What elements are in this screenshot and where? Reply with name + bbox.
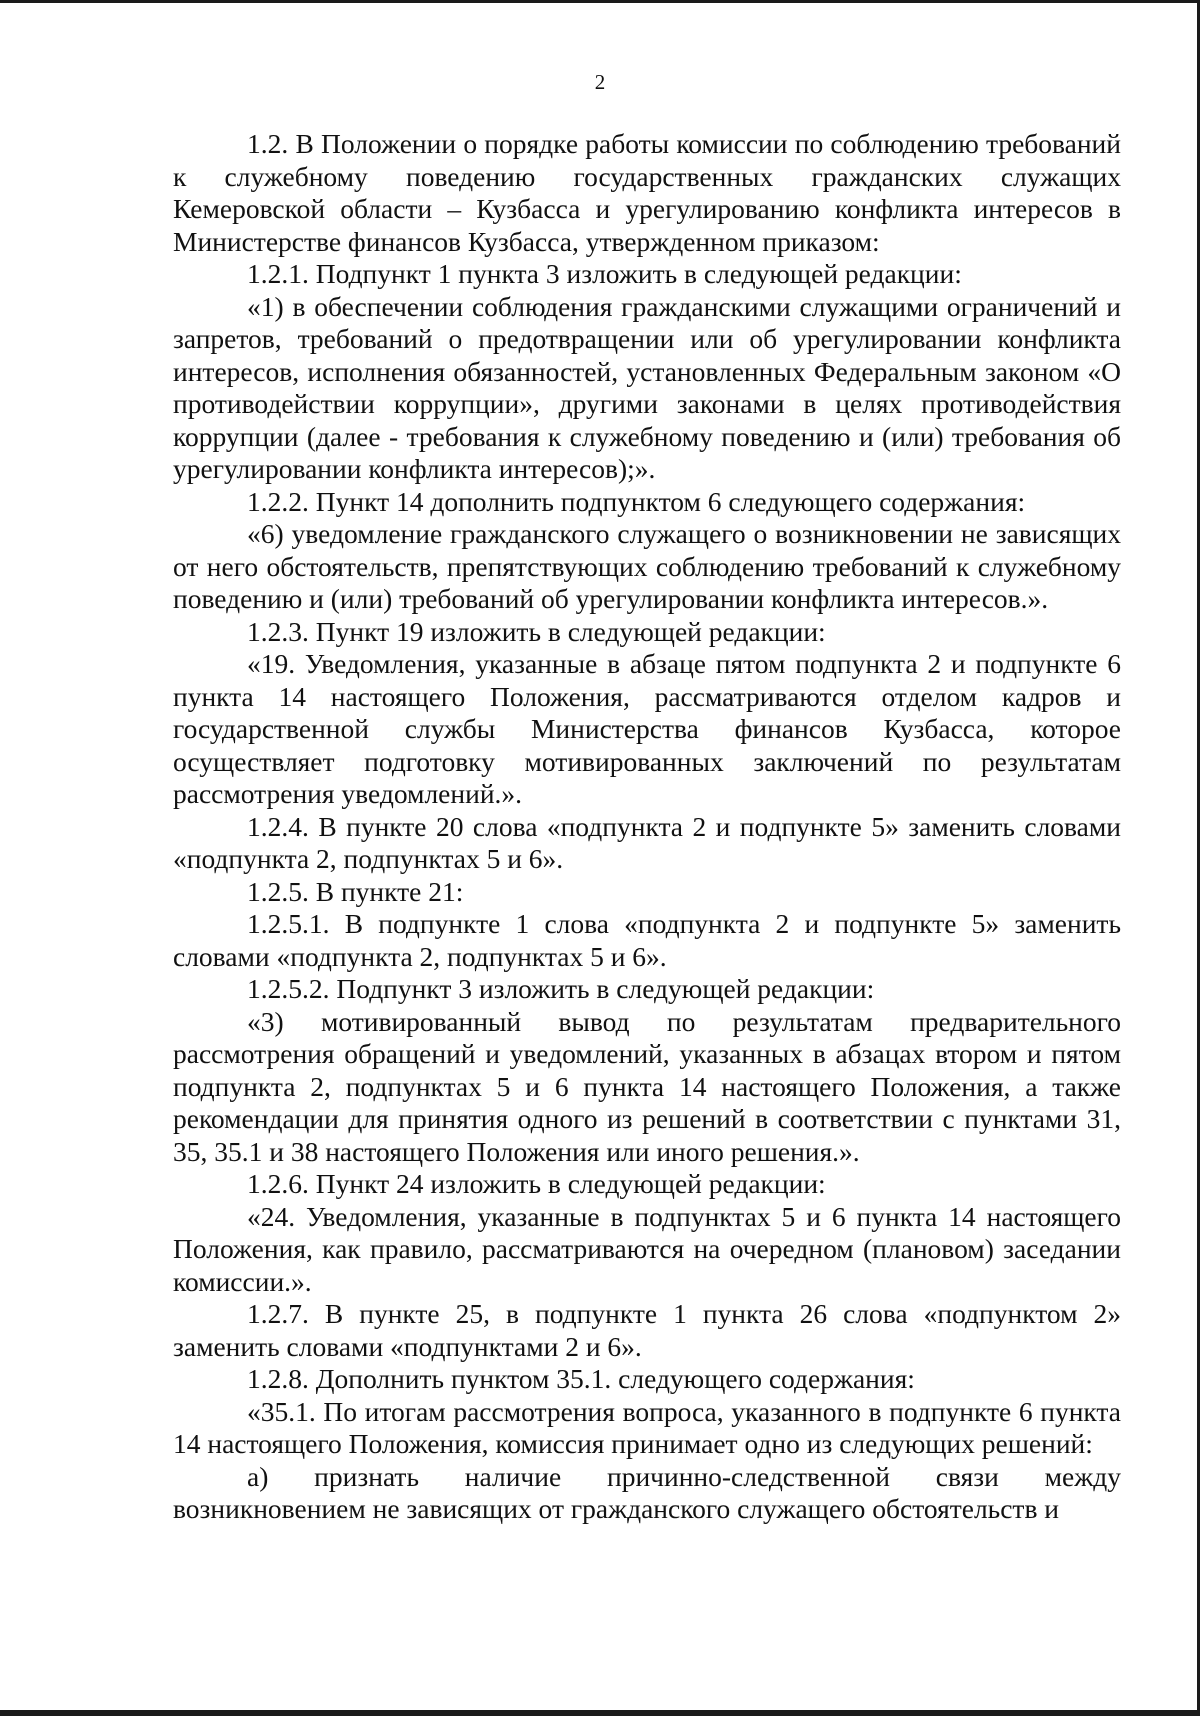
paragraph-1-2-7: 1.2.7. В пункте 25, в подпункте 1 пункта 26 слова «подпунктом 2» заменить словами «подпунктами 2 и 6». (173, 1298, 1121, 1362)
paragraph-1-2-8: 1.2.8. Дополнить пунктом 35.1. следующего содержания: (247, 1363, 915, 1394)
paragraph-quote-24: «24. Уведомления, указанные в подпунктах 5 и 6 пункта 14 настоящего Положения, как правило, рассматриваются на очередном (плановом) заседании комиссии.». (173, 1200, 1121, 1297)
scan-edge-top (0, 0, 1200, 3)
paragraph-1-2-5-2: 1.2.5.2. Подпункт 3 изложить в следующей редакции: (247, 973, 875, 1004)
paragraph-1-2: 1.2. В Положении о порядке работы комиссии по соблюдению требований к служебному поведению государственных гражданских служащих Кемеровской области – Кузбасса и урегулированию конфликта интересов в Министерстве финансов Кузбасса, утвержденном приказом: (173, 128, 1121, 257)
paragraph-1-2-6: 1.2.6. Пункт 24 изложить в следующей редакции: (247, 1168, 826, 1199)
paragraph-1-2-5: 1.2.5. В пункте 21: (247, 875, 464, 907)
document-body (173, 128, 1121, 1526)
paragraph-item-a: а) признать наличие причинно-следственной связи между возникновением не зависящих от гражданского служащего обстоятельств и (173, 1460, 1121, 1524)
page-number: 2 (594, 70, 606, 94)
paragraph-quote-6: «6) уведомление гражданского служащего о возникновении не зависящих от него обстоятельств, препятствующих соблюдению требований к служебному поведению и (или) требований об урегулировании конфликта интересов.». (173, 518, 1121, 614)
paragraph-quote-3: «3) мотивированный вывод по результатам предварительного рассмотрения обращений и уведомлений, указанных в абзацах втором и пятом подпункта 2, подпунктах 5 и 6 пункта 14 настоящего Положения, а также рекомендации для принятия одного из решений в соответствии с пунктами 31, 35, 35.1 и 38 настоящего Положения или иного решения.». (173, 1005, 1121, 1167)
paragraph-1-2-1: 1.2.1. Подпункт 1 пункта 3 изложить в следующей редакции: (247, 258, 962, 289)
paragraph-quote-1: «1) в обеспечении соблюдения гражданскими служащими ограничений и запретов, требований о предотвращении или об урегулировании конфликта интересов, исполнения обязанностей, установленных Федеральным законом «О противодействии коррупции», другими законами в целях противодействия коррупции (далее - требования к служебному поведению и (или) требования об урегулировании конфликта интересов);». (173, 290, 1121, 484)
paragraph-quote-35-1: «35.1. По итогам рассмотрения вопроса, указанного в подпункте 6 пункта 14 настоящего Положения, комиссия принимает одно из следующих решений: (173, 1395, 1121, 1459)
paragraph-1-2-5-1: 1.2.5.1. В подпункте 1 слова «подпункта 2 и подпункте 5» заменить словами «подпункта 2, подпунктах 5 и 6». (173, 908, 1121, 972)
paragraph-1-2-4: 1.2.4. В пункте 20 слова «подпункта 2 и подпункте 5» заменить словами «подпункта 2, подпунктах 5 и 6». (173, 810, 1121, 874)
paragraph-1-2-2: 1.2.2. Пункт 14 дополнить подпунктом 6 следующего содержания: (247, 485, 1026, 517)
scan-edge-bottom (0, 1710, 1200, 1716)
paragraph-1-2-3: 1.2.3. Пункт 19 изложить в следующей редакции: (247, 615, 826, 647)
paragraph-quote-19: «19. Уведомления, указанные в абзаце пятом подпункта 2 и подпункте 6 пункта 14 настоящего Положения, рассматриваются отделом кадров и государственной службы Министерства финансов Кузбасса, которое осуществляет подготовку мотивированных заключений по результатам рассмотрения уведомлений.». (173, 648, 1121, 809)
